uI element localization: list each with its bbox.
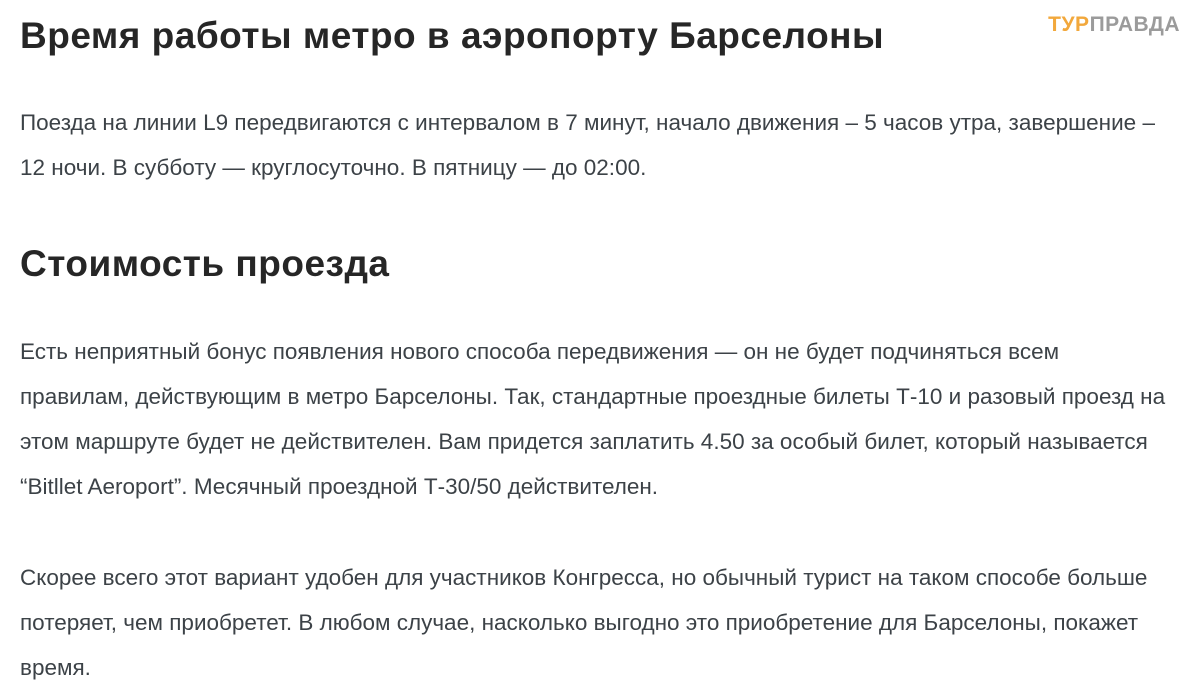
logo-accent-text: ТУР xyxy=(1048,13,1090,36)
paragraph-metro-schedule: Поезда на линии L9 передвигаются с интервалом в 7 минут, начало движения – 5 часов утра, завершение – 12 ночи. В субботу — круглосуточно. В пятницу — до 02:00. xyxy=(20,110,1155,181)
paragraph-conclusion: Скорее всего этот вариант удобен для участников Конгресса, но обычный турист на таком способе больше потеряет, чем приобретет. В любом случае, насколько выгодно это приобретение для Барселоны, покажет время. xyxy=(20,564,1148,680)
article-heading-metro-hours: Время работы метро в аэропорту Барселоны xyxy=(20,15,885,56)
article-heading-fare-cost: Стоимость проезда xyxy=(20,243,390,285)
paragraph-fare-rules: Есть неприятный бонус появления нового способа передвижения — он не будет подчиняться всем правилам, действующим в метро Барселоны. Так, стандартные проездные билеты Т-10 и разовый проезд на этом маршруте будет не действителен. Вам придется заплатить 4.50 за особый билет, который называется “Bitllet Aeroport”. Месячный проездной Т-30/50 действителен. xyxy=(20,338,1166,499)
site-logo xyxy=(1048,13,1180,37)
logo-rest-text: ПРАВДА xyxy=(1089,13,1180,36)
